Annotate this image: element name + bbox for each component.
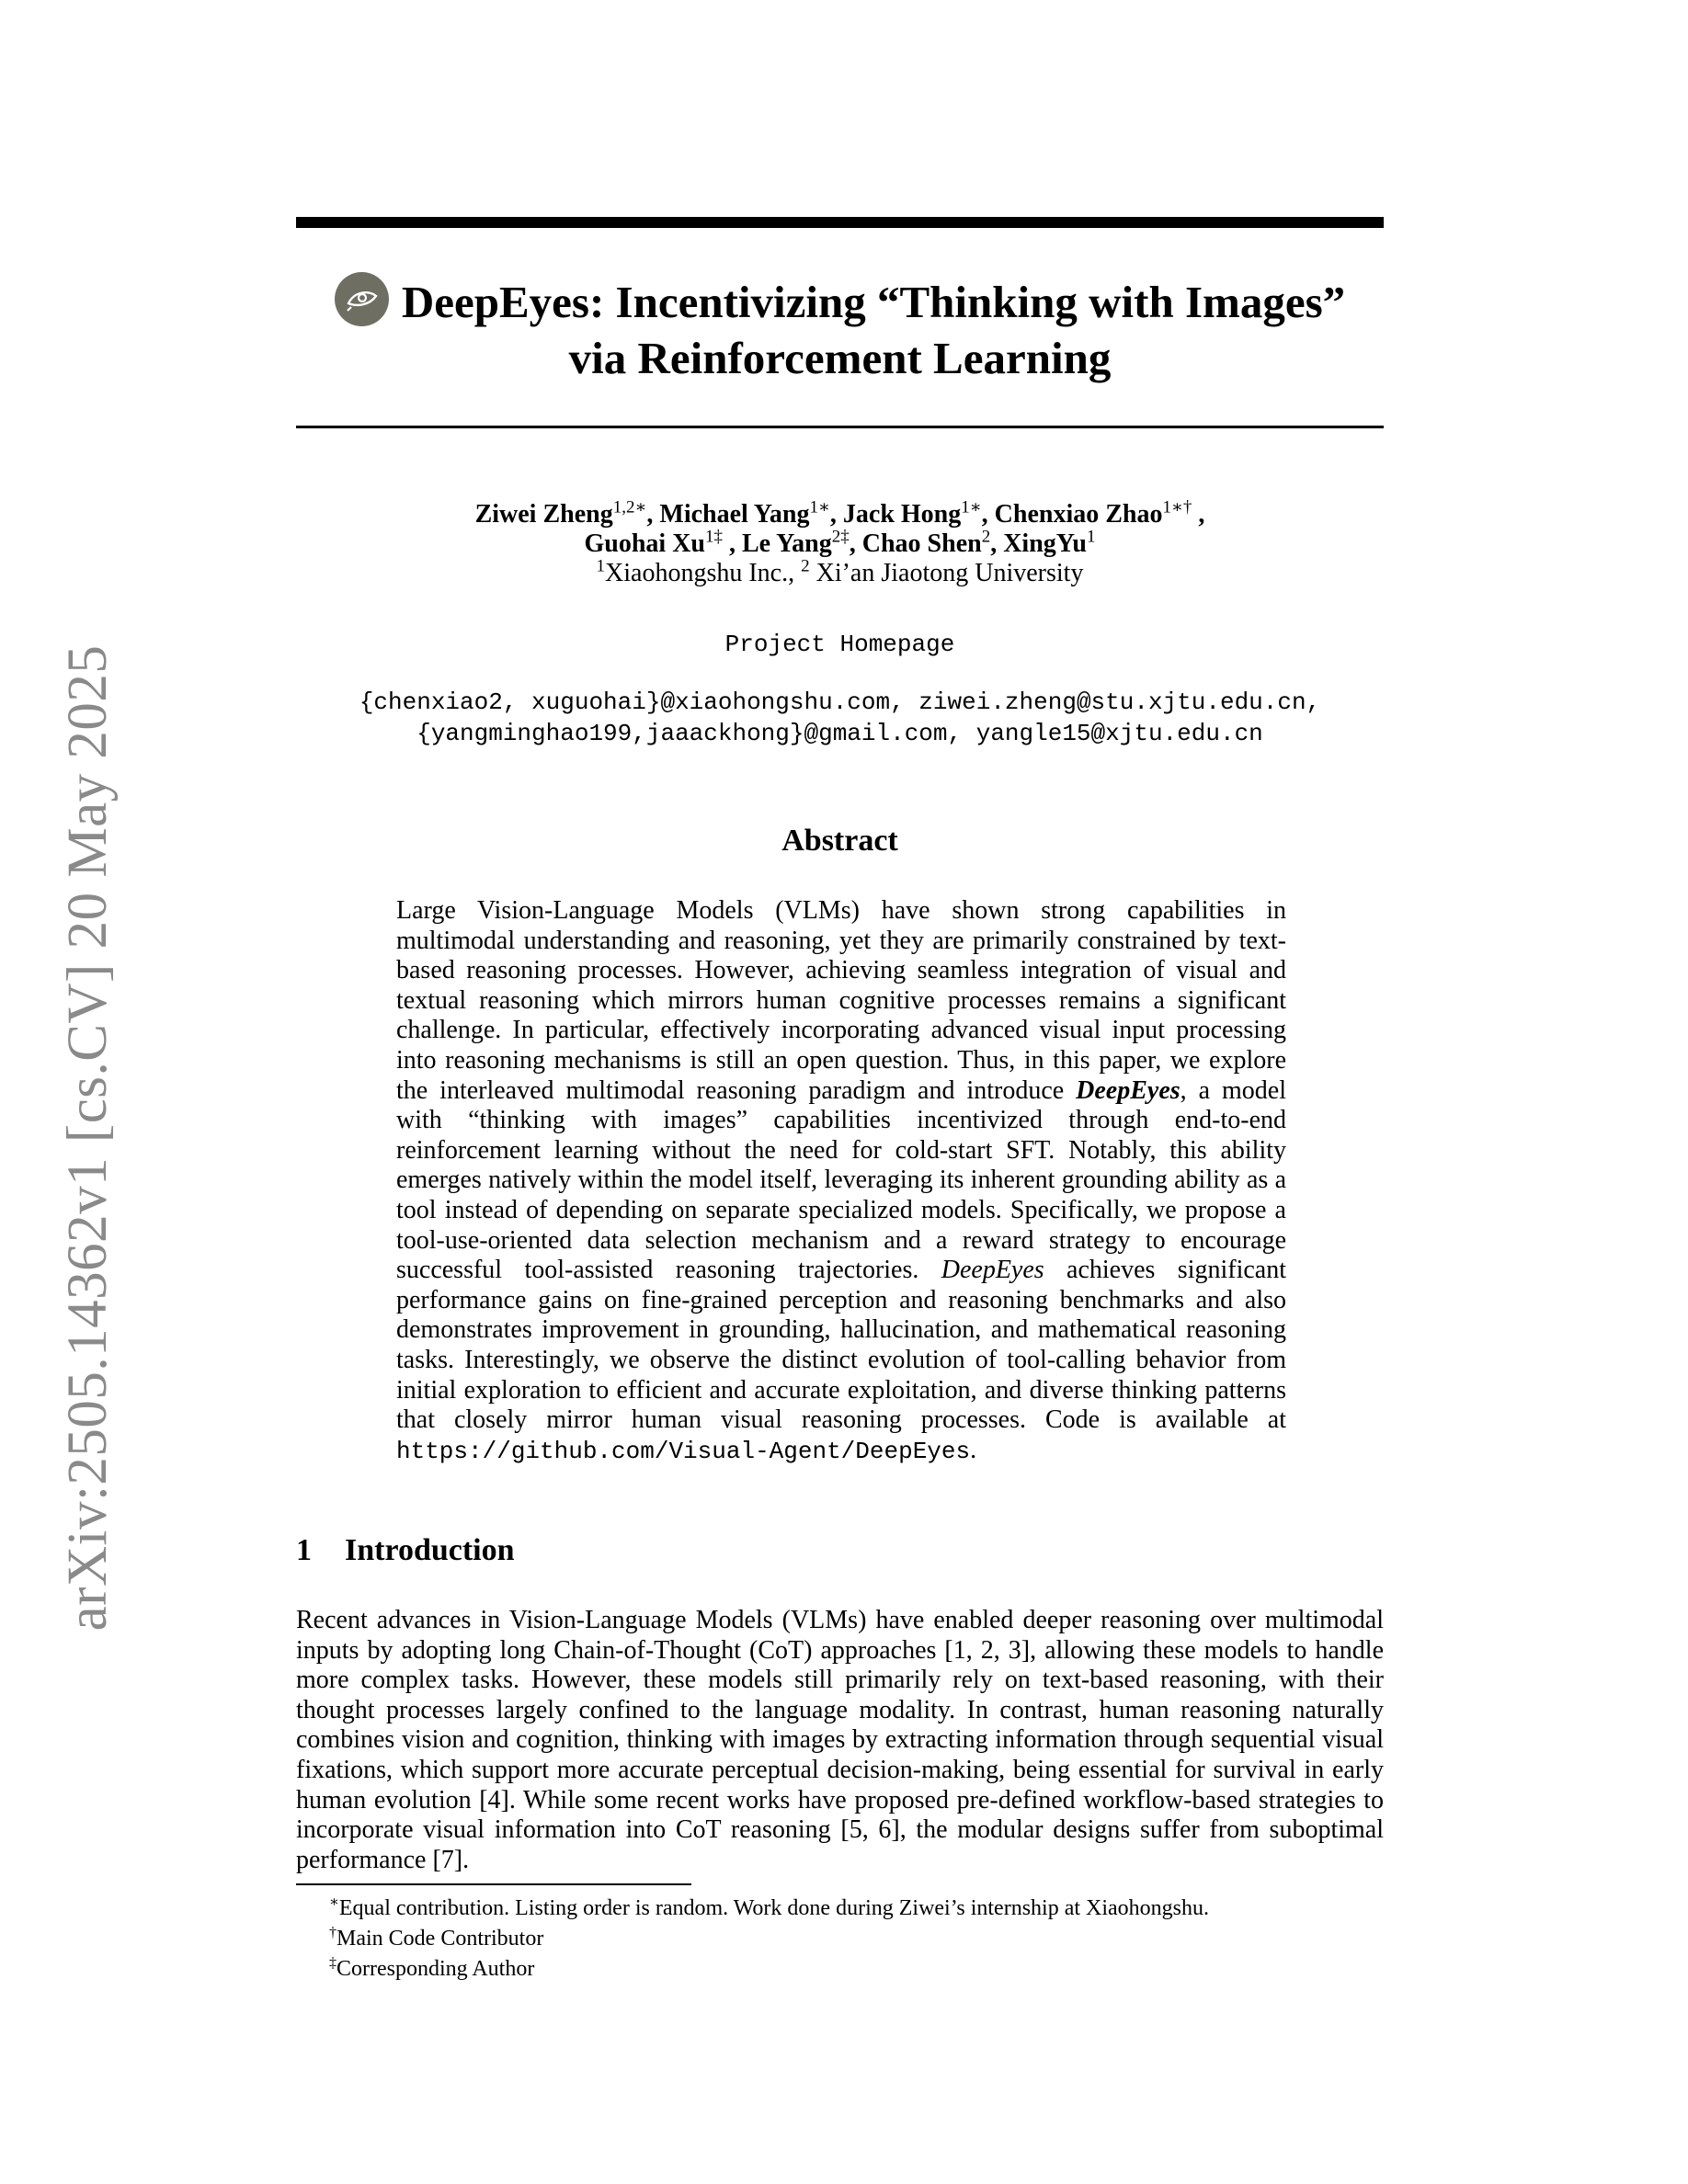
affiliation-mark: 1 bbox=[596, 556, 606, 576]
author-affiliation-mark: 2‡ bbox=[831, 527, 850, 547]
author-name: Jack Hong bbox=[842, 500, 962, 529]
author-separator: , bbox=[723, 529, 742, 558]
abstract-text: achieves significant performance gains on fine-grained perception and reasoning benchmarks and also demonstrates improvement in grounding, hallucination, and mathematical reasoning tasks. Interestingly, we observe the distinct evolution of tool-calling behavior from initial exploration to efficient and accurate exploitation, and diverse thinking patterns that closely mirror human visual reasoning processes. Code is available at bbox=[396, 1256, 1286, 1435]
author-names-line-1 bbox=[296, 497, 1384, 529]
author-separator: , bbox=[849, 529, 862, 558]
emails-line-1: {chenxiao2, xuguohai}@xiaohongshu.com, ziwei.zheng@stu.xjtu.edu.cn, bbox=[359, 688, 1321, 716]
footnote-mark: ‡ bbox=[329, 1955, 336, 1971]
author-affiliation-mark: 1∗ bbox=[809, 497, 830, 518]
author-affiliation-mark: 1∗ bbox=[961, 497, 982, 518]
footnote-mark: † bbox=[329, 1925, 336, 1940]
affiliations bbox=[296, 556, 1384, 588]
author-separator: , bbox=[646, 500, 660, 529]
title-text-line-1: DeepEyes: Incentivizing “Thinking with Images” bbox=[401, 277, 1346, 327]
footnote-text: Equal contribution. Listing order is random. Work done during Ziwei’s internship at Xiaohongshu. bbox=[338, 1896, 1210, 1920]
affiliation-xjtu: Xi’an Jiaotong University bbox=[809, 559, 1084, 587]
author-affiliation-mark: 1‡ bbox=[705, 527, 723, 547]
author-affiliation-mark: 1∗† bbox=[1162, 497, 1192, 518]
author-name: XingYu bbox=[1003, 529, 1087, 558]
emails-line-2: {yangminghao199,jaaackhong}@gmail.com, yangle15@xjtu.edu.cn bbox=[416, 720, 1263, 747]
author-name: Guohai Xu bbox=[584, 529, 705, 558]
author-name: Chao Shen bbox=[861, 529, 982, 558]
author-separator: , bbox=[990, 529, 1004, 558]
affiliation-mark: 2 bbox=[801, 556, 810, 576]
model-name-italic: DeepEyes bbox=[941, 1256, 1044, 1285]
author-emails bbox=[296, 687, 1384, 749]
author-name: Michael Yang bbox=[659, 500, 810, 529]
author-affiliation-mark: 2 bbox=[981, 527, 991, 547]
arxiv-identifier-stamp: arXiv:2505.14362v1 [cs.CV] 20 May 2025 bbox=[57, 644, 119, 1632]
eye-logo-icon bbox=[335, 272, 389, 326]
affiliation-xiaohongshu: Xiaohongshu Inc., bbox=[605, 559, 802, 587]
abstract-text: . bbox=[970, 1435, 977, 1464]
footnote-mark: ∗ bbox=[329, 1894, 339, 1910]
footnote-text: Corresponding Author bbox=[336, 1957, 535, 1981]
abstract-heading: Abstract bbox=[781, 824, 898, 858]
footnote-text: Main Code Contributor bbox=[336, 1927, 544, 1951]
author-name: Chenxiao Zhao bbox=[994, 500, 1163, 529]
abstract-text: Large Vision-Language Models (VLMs) have shown strong capabilities in multimodal understanding and reasoning, yet they are primarily constrained by text-based reasoning processes. However, achieving seamless integration of visual and textual reasoning which mirrors human cognitive processes remains a significant challenge. In particular, effectively incorporating advanced visual input processing into reasoning mechanisms is still an open question. Thus, in this paper, we explore the interleaved multimodal reasoning paradigm and introduce bbox=[396, 896, 1286, 1105]
author-block bbox=[296, 497, 1384, 588]
author-names-line-2 bbox=[296, 529, 1384, 559]
title-line-1 bbox=[296, 272, 1384, 330]
author-name: Le Yang bbox=[742, 529, 832, 558]
section-title: Introduction bbox=[345, 1533, 515, 1567]
paper-title bbox=[296, 272, 1384, 386]
abstract-body bbox=[396, 896, 1286, 1466]
introduction-paragraph: Recent advances in Vision-Language Models (VLMs) have enabled deeper reasoning over multimodal inputs by adopting long Chain-of-Thought (CoT) approaches [1, 2, 3], allowing these models to handle more complex tasks. However, these models still primarily rely on text-based reasoning, with their thought processes largely confined to the language modality. In contrast, human reasoning naturally combines vision and cognition, thinking with images by extracting information through sequential visual fixations, which support more accurate perceptual decision-making, being essential for survival in early human evolution [4]. While some recent works have proposed pre-defined workflow-based strategies to incorporate visual information into CoT reasoning [5, 6], the modular designs suffer from suboptimal performance [7]. bbox=[296, 1606, 1384, 1874]
project-homepage-link[interactable]: Project Homepage bbox=[724, 631, 955, 658]
footnote-main-contributor bbox=[329, 1924, 1209, 1954]
author-separator: , bbox=[1192, 500, 1205, 529]
author-name: Ziwei Zheng bbox=[474, 500, 613, 529]
author-separator: , bbox=[829, 500, 843, 529]
author-affiliation-mark: 1 bbox=[1087, 527, 1096, 547]
footnotes bbox=[329, 1894, 1209, 1985]
title-bottom-rule bbox=[296, 426, 1384, 428]
footnote-corresponding-author bbox=[329, 1954, 1209, 1985]
section-number: 1 bbox=[296, 1533, 312, 1567]
author-separator: , bbox=[981, 500, 995, 529]
title-top-rule bbox=[296, 217, 1384, 228]
title-text-line-2: via Reinforcement Learning bbox=[568, 333, 1112, 383]
footnote-equal-contribution bbox=[329, 1894, 1209, 1924]
author-affiliation-mark: 1,2∗ bbox=[612, 497, 647, 518]
code-repository-link[interactable]: https://github.com/Visual-Agent/DeepEyes bbox=[396, 1437, 971, 1465]
abstract-text: , a model with “thinking with images” capabilities incentivized through end-to-end reinforcement learning without the need for cold-start SFT. Notably, this ability emerges natively within the model itself, leveraging its inherent grounding ability as a tool instead of depending on separate specialized models. Specifically, we propose a tool-use-oriented data selection mechanism and a reward strategy to encourage successful tool-assisted reasoning trajectories. bbox=[396, 1075, 1286, 1285]
footnote-rule bbox=[296, 1883, 691, 1885]
model-name-emphasis: DeepEyes bbox=[1076, 1075, 1180, 1105]
section-heading-introduction bbox=[296, 1533, 515, 1568]
